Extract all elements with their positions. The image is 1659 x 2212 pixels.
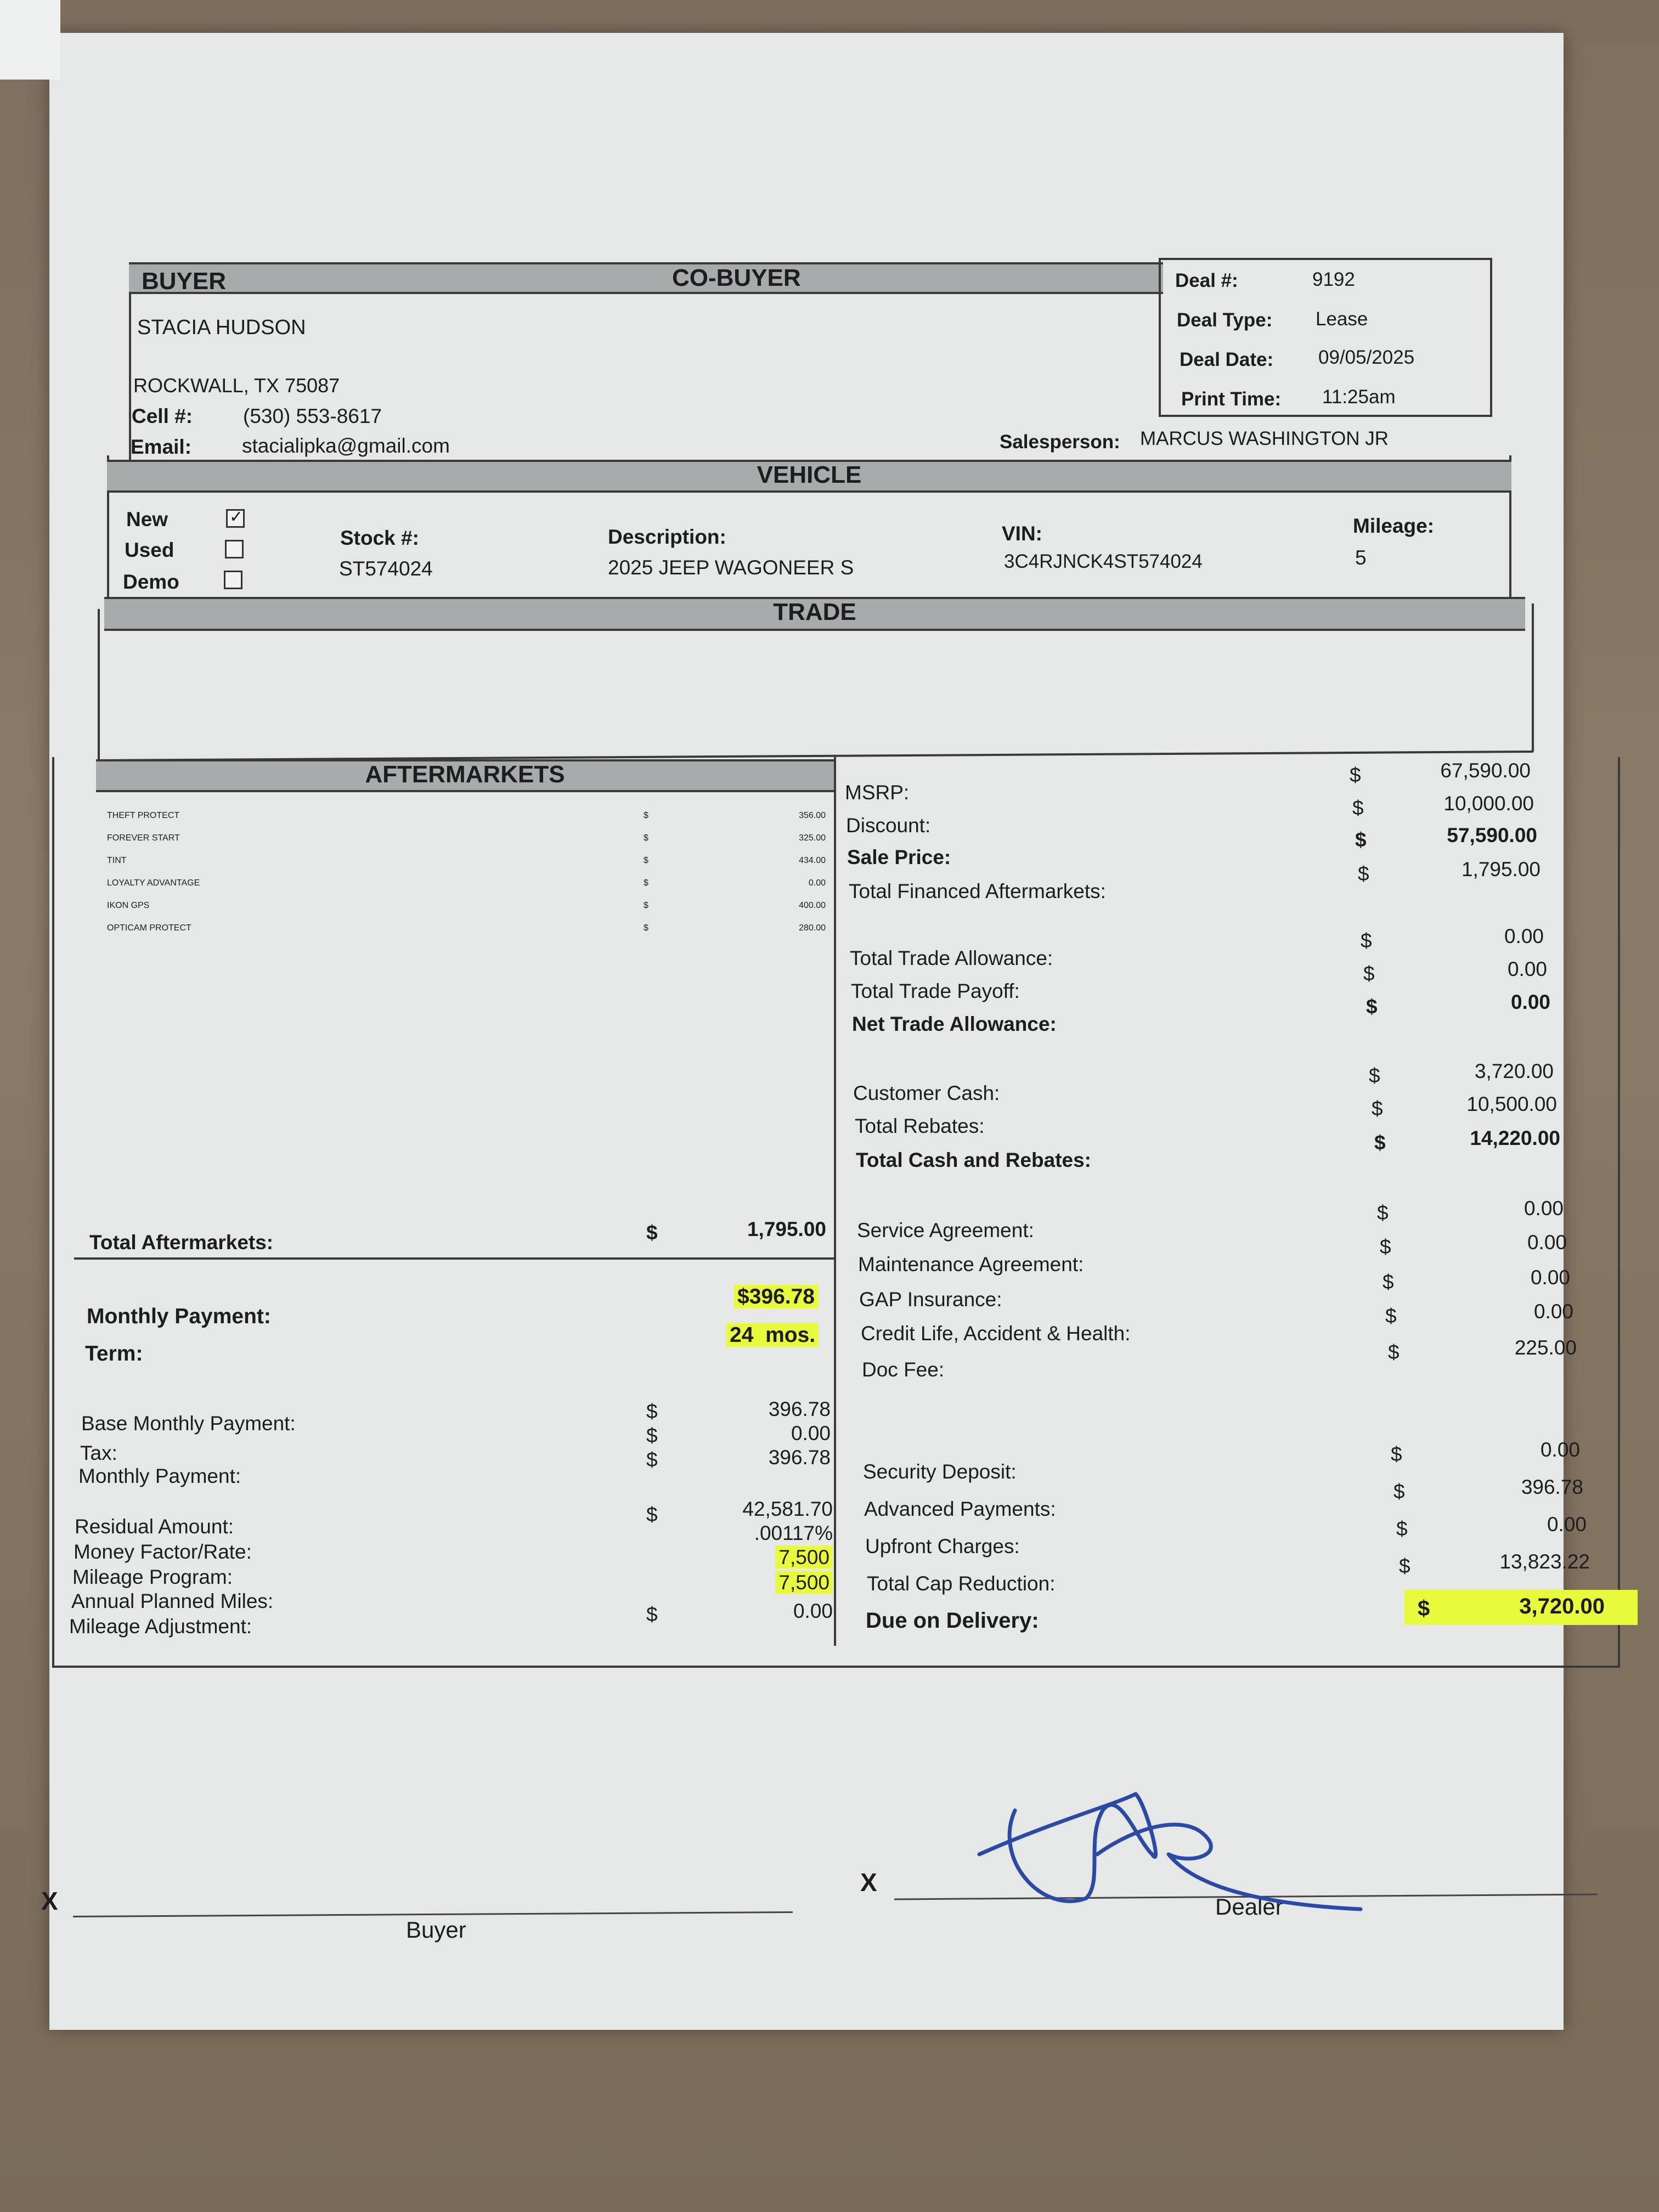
total-aftermarkets-label: Total Aftermarkets: (89, 1231, 274, 1254)
discount-label: Discount: (846, 814, 931, 837)
deal-type-value: Lease (1316, 308, 1368, 330)
base-payment-label: Base Monthly Payment: (81, 1412, 296, 1435)
term-highlight (726, 1323, 819, 1347)
term-label: Term: (85, 1342, 143, 1365)
buyer-x-mark: X (41, 1887, 58, 1915)
buyer-signature-label: Buyer (406, 1917, 466, 1943)
advanced-currency: $ (1393, 1480, 1405, 1503)
aftermarket-value: 400.00 (799, 901, 826, 910)
doc-currency: $ (1388, 1341, 1400, 1363)
term-value (726, 1323, 819, 1347)
fin-after-label: Total Financed Aftermarkets: (849, 880, 1106, 902)
due-label: Due on Delivery: (866, 1609, 1039, 1633)
dealer-signature-label: Dealer (1215, 1894, 1283, 1920)
money-factor-value: .00117% (754, 1522, 833, 1544)
cash-rebates-value: 14,220.00 (1470, 1127, 1560, 1149)
base-payment-value: 396.78 (768, 1398, 831, 1420)
demo-checkbox[interactable] (224, 571, 242, 589)
trade-payoff-currency: $ (1363, 962, 1375, 985)
cap-label: Total Cap Reduction: (867, 1572, 1056, 1595)
aftermarket-item (107, 894, 826, 917)
aftermarket-name: LOYALTY ADVANTAGE (107, 878, 200, 888)
aftermarket-name: FOREVER START (107, 833, 180, 843)
mileage-value: 5 (1355, 546, 1367, 569)
mileage-adj-value: 0.00 (793, 1600, 833, 1622)
mileage-adj-label: Mileage Adjustment: (69, 1615, 252, 1638)
currency-sign: $ (644, 901, 648, 910)
trade-allow-value: 0.00 (1504, 925, 1544, 947)
aftermarket-value: 325.00 (799, 833, 826, 843)
check-icon: ✓ (229, 507, 244, 527)
annual-miles-highlight: 7,500 (775, 1571, 833, 1594)
email-value: stacialipka@gmail.com (242, 435, 450, 457)
deal-date-label: Deal Date: (1180, 349, 1274, 370)
monthly-payment-2-value: 396.78 (768, 1446, 831, 1469)
upfront-value: 0.00 (1547, 1513, 1587, 1536)
print-time-value: 11:25am (1322, 386, 1396, 408)
used-checkbox[interactable] (225, 540, 244, 558)
msrp-value: 67,590.00 (1440, 759, 1531, 782)
trade-payoff-value: 0.00 (1507, 958, 1547, 980)
buyer-name: STACIA HUDSON (137, 316, 306, 339)
monthly-payment-value (734, 1285, 818, 1309)
residual-value: 42,581.70 (742, 1498, 833, 1520)
center-divider (834, 757, 836, 1646)
rebates-currency: $ (1372, 1097, 1383, 1120)
stock-label: Stock #: (340, 527, 419, 549)
tax-value: 0.00 (791, 1422, 831, 1444)
mileage-program-label: Mileage Program: (72, 1566, 233, 1588)
aftermarket-value: 0.00 (808, 878, 826, 888)
aftermarkets-band (96, 759, 834, 792)
residual-label: Residual Amount: (75, 1515, 234, 1538)
trade-right-border (1532, 603, 1534, 752)
upfront-label: Upfront Charges: (865, 1535, 1020, 1558)
vehicle-section-label: VEHICLE (757, 461, 862, 488)
gap-value: 0.00 (1530, 1266, 1570, 1289)
salesperson-value: MARCUS WASHINGTON JR (1140, 428, 1389, 449)
cap-value: 13,823.22 (1499, 1550, 1590, 1573)
gap-label: GAP Insurance: (859, 1288, 1002, 1311)
email-label: Email: (131, 436, 192, 458)
service-label: Service Agreement: (857, 1219, 1034, 1242)
total-aftermarkets-value: 1,795.00 (747, 1218, 826, 1240)
mileage-label: Mileage: (1353, 515, 1435, 537)
upfront-currency: $ (1396, 1517, 1408, 1540)
monthly2-currency: $ (646, 1448, 658, 1471)
currency-sign: $ (644, 923, 648, 933)
monthly-payment-label: Monthly Payment: (87, 1305, 271, 1328)
deal-date-value: 09/05/2025 (1318, 347, 1415, 368)
maintenance-value: 0.00 (1527, 1231, 1567, 1254)
fin-after-value: 1,795.00 (1461, 858, 1541, 881)
deal-no-label: Deal #: (1175, 270, 1238, 291)
dealer-signature-scribble (971, 1772, 1366, 1937)
trade-left-border (98, 609, 100, 763)
net-trade-label: Net Trade Allowance: (852, 1013, 1057, 1035)
aftermarkets-bottom-rule (74, 1257, 834, 1260)
paper-scrap (0, 0, 60, 80)
aftermarket-value: 280.00 (799, 923, 826, 933)
credit-currency: $ (1385, 1305, 1397, 1327)
term-number: 24 (730, 1323, 754, 1347)
sale-price-currency: $ (1355, 828, 1367, 851)
due-value: 3,720.00 (1519, 1594, 1605, 1618)
aftermarkets-section-label: AFTERMARKETS (365, 761, 565, 788)
net-trade-value: 0.00 (1510, 991, 1550, 1013)
due-currency: $ (1418, 1596, 1430, 1621)
tax-currency: $ (646, 1424, 658, 1447)
tax-label: Tax: (80, 1442, 117, 1464)
msrp-currency: $ (1350, 764, 1361, 786)
msrp-label: MSRP: (845, 781, 910, 804)
annual-miles-label: Annual Planned Miles: (71, 1590, 274, 1612)
aftermarket-list (107, 804, 826, 939)
service-currency: $ (1377, 1201, 1389, 1224)
cobuyer-label: CO-BUYER (672, 264, 801, 291)
aftermarket-item (107, 827, 826, 849)
residual-currency: $ (646, 1503, 658, 1526)
deal-no-value: 9192 (1312, 269, 1355, 290)
customer-cash-label: Customer Cash: (853, 1082, 1000, 1104)
cap-currency: $ (1399, 1555, 1410, 1577)
net-trade-currency: $ (1366, 995, 1378, 1018)
sale-price-label: Sale Price: (847, 846, 951, 868)
mileage-program-highlight: 7,500 (775, 1546, 833, 1568)
vin-label: VIN: (1002, 522, 1042, 545)
new-label: New (126, 508, 168, 531)
currency-sign: $ (644, 833, 648, 843)
total-aftermarkets-currency: $ (646, 1221, 658, 1244)
fin-after-currency: $ (1358, 862, 1369, 885)
security-label: Security Deposit: (863, 1460, 1017, 1483)
aftermarket-item (107, 804, 826, 827)
print-time-label: Print Time: (1181, 388, 1282, 410)
customer-cash-value: 3,720.00 (1474, 1060, 1554, 1082)
maintenance-currency: $ (1380, 1235, 1391, 1258)
aftermarket-value: 434.00 (799, 856, 826, 865)
discount-currency: $ (1352, 797, 1364, 819)
cell-value: (530) 553-8617 (243, 405, 382, 427)
deal-type-label: Deal Type: (1177, 309, 1273, 331)
mileage-program-value (702, 1546, 833, 1569)
currency-sign: $ (644, 878, 648, 888)
currency-sign: $ (644, 811, 648, 820)
doc-value: 225.00 (1514, 1336, 1577, 1359)
term-unit: mos. (765, 1323, 816, 1347)
vin-value: 3C4RJNCK4ST574024 (1004, 551, 1203, 572)
discount-value: 10,000.00 (1443, 792, 1534, 815)
demo-label: Demo (123, 571, 179, 593)
description-value: 2025 JEEP WAGONEER S (608, 556, 854, 579)
doc-label: Doc Fee: (862, 1358, 945, 1381)
advanced-label: Advanced Payments: (864, 1498, 1056, 1520)
aftermarket-name: THEFT PROTECT (107, 811, 180, 820)
trade-allow-label: Total Trade Allowance: (850, 947, 1053, 969)
trade-section-label: TRADE (773, 599, 856, 625)
buyer-band (129, 262, 1163, 294)
customer-cash-currency: $ (1369, 1064, 1380, 1087)
new-checkbox[interactable] (226, 509, 245, 528)
credit-label: Credit Life, Accident & Health: (861, 1322, 1131, 1345)
security-value: 0.00 (1540, 1438, 1580, 1461)
rebates-value: 10,500.00 (1466, 1093, 1557, 1115)
monthly-payment-highlight: $396.78 (734, 1285, 818, 1308)
used-label: Used (125, 539, 174, 561)
buyer-label: BUYER (142, 268, 227, 295)
currency-sign: $ (644, 856, 648, 865)
vehicle-band (107, 460, 1511, 493)
aftermarket-item (107, 849, 826, 872)
gap-currency: $ (1383, 1271, 1394, 1293)
description-label: Description: (608, 526, 726, 548)
advanced-value: 396.78 (1521, 1476, 1583, 1498)
cash-rebates-currency: $ (1374, 1131, 1386, 1154)
aftermarket-item (107, 872, 826, 894)
salesperson-label: Salesperson: (1000, 431, 1120, 453)
aftermarket-name: OPTICAM PROTECT (107, 923, 191, 933)
mileage-adj-currency: $ (646, 1603, 658, 1626)
sale-price-value: 57,590.00 (1447, 824, 1537, 847)
base-currency: $ (646, 1400, 658, 1423)
security-currency: $ (1391, 1443, 1402, 1465)
trade-band (104, 597, 1525, 631)
aftermarket-name: IKON GPS (107, 901, 150, 910)
dealer-x-mark: X (860, 1868, 877, 1897)
credit-value: 0.00 (1533, 1300, 1573, 1323)
buyer-city: ROCKWALL, TX 75087 (133, 374, 340, 397)
aftermarket-item (107, 917, 826, 939)
maintenance-label: Maintenance Agreement: (858, 1253, 1084, 1276)
service-value: 0.00 (1523, 1197, 1564, 1220)
aftermarket-value: 356.00 (799, 811, 826, 820)
aftermarket-name: TINT (107, 856, 127, 865)
monthly-payment-2-label: Monthly Payment: (78, 1465, 241, 1487)
stock-value: ST574024 (339, 557, 433, 580)
cell-label: Cell #: (132, 405, 193, 427)
annual-miles-value (702, 1571, 833, 1594)
money-factor-label: Money Factor/Rate: (74, 1541, 252, 1563)
cash-rebates-label: Total Cash and Rebates: (856, 1149, 1092, 1171)
trade-payoff-label: Total Trade Payoff: (851, 980, 1020, 1002)
trade-allow-currency: $ (1361, 929, 1372, 952)
rebates-label: Total Rebates: (855, 1115, 985, 1137)
